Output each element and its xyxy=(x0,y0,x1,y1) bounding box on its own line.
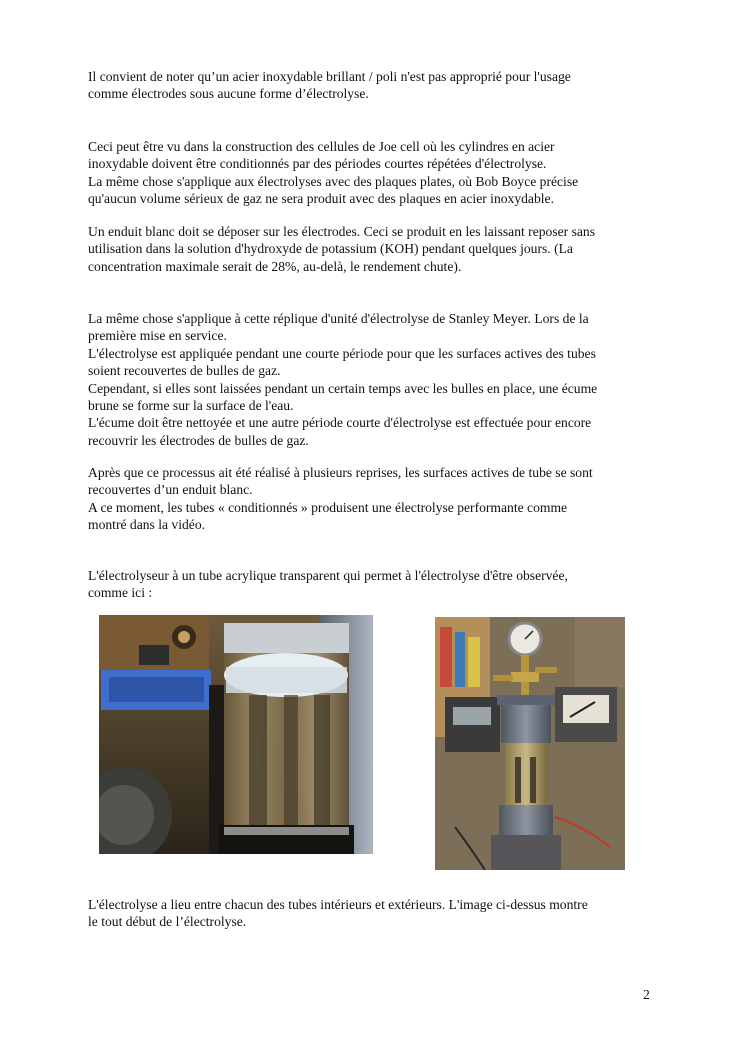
text-line: première mise en service. xyxy=(88,328,227,344)
text-line: La même chose s'applique aux électrolyses avec des plaques plates, où Bob Boyce précise xyxy=(88,173,579,189)
text-line: Un enduit blanc doit se déposer sur les électrodes. Ceci se produit en les laissant reposer sans xyxy=(88,224,595,239)
paragraph-conditioned-tubes xyxy=(88,464,656,534)
text-line: Cependant, si elles sont laissées pendant un certain temps avec les bulles en place, une écume xyxy=(88,380,598,396)
paragraph-white-coating xyxy=(88,223,656,275)
text-line: inoxydable doivent être conditionnés par des périodes courtes répétées d'électrolyse. xyxy=(88,156,547,172)
electrolysis-closeup-photo xyxy=(99,615,373,854)
paragraph-caption-electrolysis xyxy=(88,896,656,931)
text-line: recouvrir les électrodes de bulles de gaz. xyxy=(88,432,309,448)
text-line: recouvertes d’un enduit blanc. xyxy=(88,482,253,498)
paragraph-joe-cell xyxy=(88,138,656,208)
text-line: A ce moment, les tubes « conditionnés » produisent une électrolyse performante comme xyxy=(88,499,568,515)
text-line: comme ici : xyxy=(88,585,153,601)
text-line: montré dans la vidéo. xyxy=(88,517,206,533)
text-line: L'écume doit être nettoyée et une autre période courte d'électrolyse est effectuée pour encore xyxy=(88,415,592,431)
text-line: soient recouvertes de bulles de gaz. xyxy=(88,363,281,379)
page-number: 2 xyxy=(643,987,650,1002)
text-line: Après que ce processus ait été réalisé à plusieurs reprises, les surfaces actives de tube se sont xyxy=(88,465,593,480)
text-line: L'électrolyseur à un tube acrylique transparent qui permet à l'électrolyse d'être observée, xyxy=(88,568,568,583)
text-line: utilisation dans la solution d'hydroxyde de potassium (KOH) pendant quelques jours. (La xyxy=(88,241,573,257)
text-line: L'électrolyse est appliquée pendant une courte période pour que les surfaces actives des tubes xyxy=(88,345,596,361)
text-line: Il convient de noter qu’un acier inoxydable brillant / poli n'est pas approprié pour l'usage xyxy=(88,69,571,84)
paragraph-stanley-meyer xyxy=(88,310,656,449)
text-line: Ceci peut être vu dans la construction des cellules de Joe cell où les cylindres en acier xyxy=(88,139,555,154)
text-line: L'électrolyse a lieu entre chacun des tubes intérieurs et extérieurs. L'image ci-dessus montre xyxy=(88,897,588,912)
text-line: qu'aucun volume sérieux de gaz ne sera produit avec des plaques en acier inoxydable. xyxy=(88,191,554,207)
electrolyzer-setup-photo xyxy=(435,617,625,870)
text-line: le tout début de l’électrolyse. xyxy=(88,914,247,930)
text-line: brune se forme sur la surface de l'eau. xyxy=(88,398,294,414)
paragraph-acrylic-tube xyxy=(88,567,656,602)
text-line: La même chose s'applique à cette réplique d'unité d'électrolyse de Stanley Meyer. Lors de la xyxy=(88,311,589,326)
text-line: comme électrodes sous aucune forme d’électrolyse. xyxy=(88,86,369,102)
text-line: concentration maximale serait de 28%, au-delà, le rendement chute). xyxy=(88,258,462,274)
paragraph-polished-steel-note xyxy=(88,68,656,103)
